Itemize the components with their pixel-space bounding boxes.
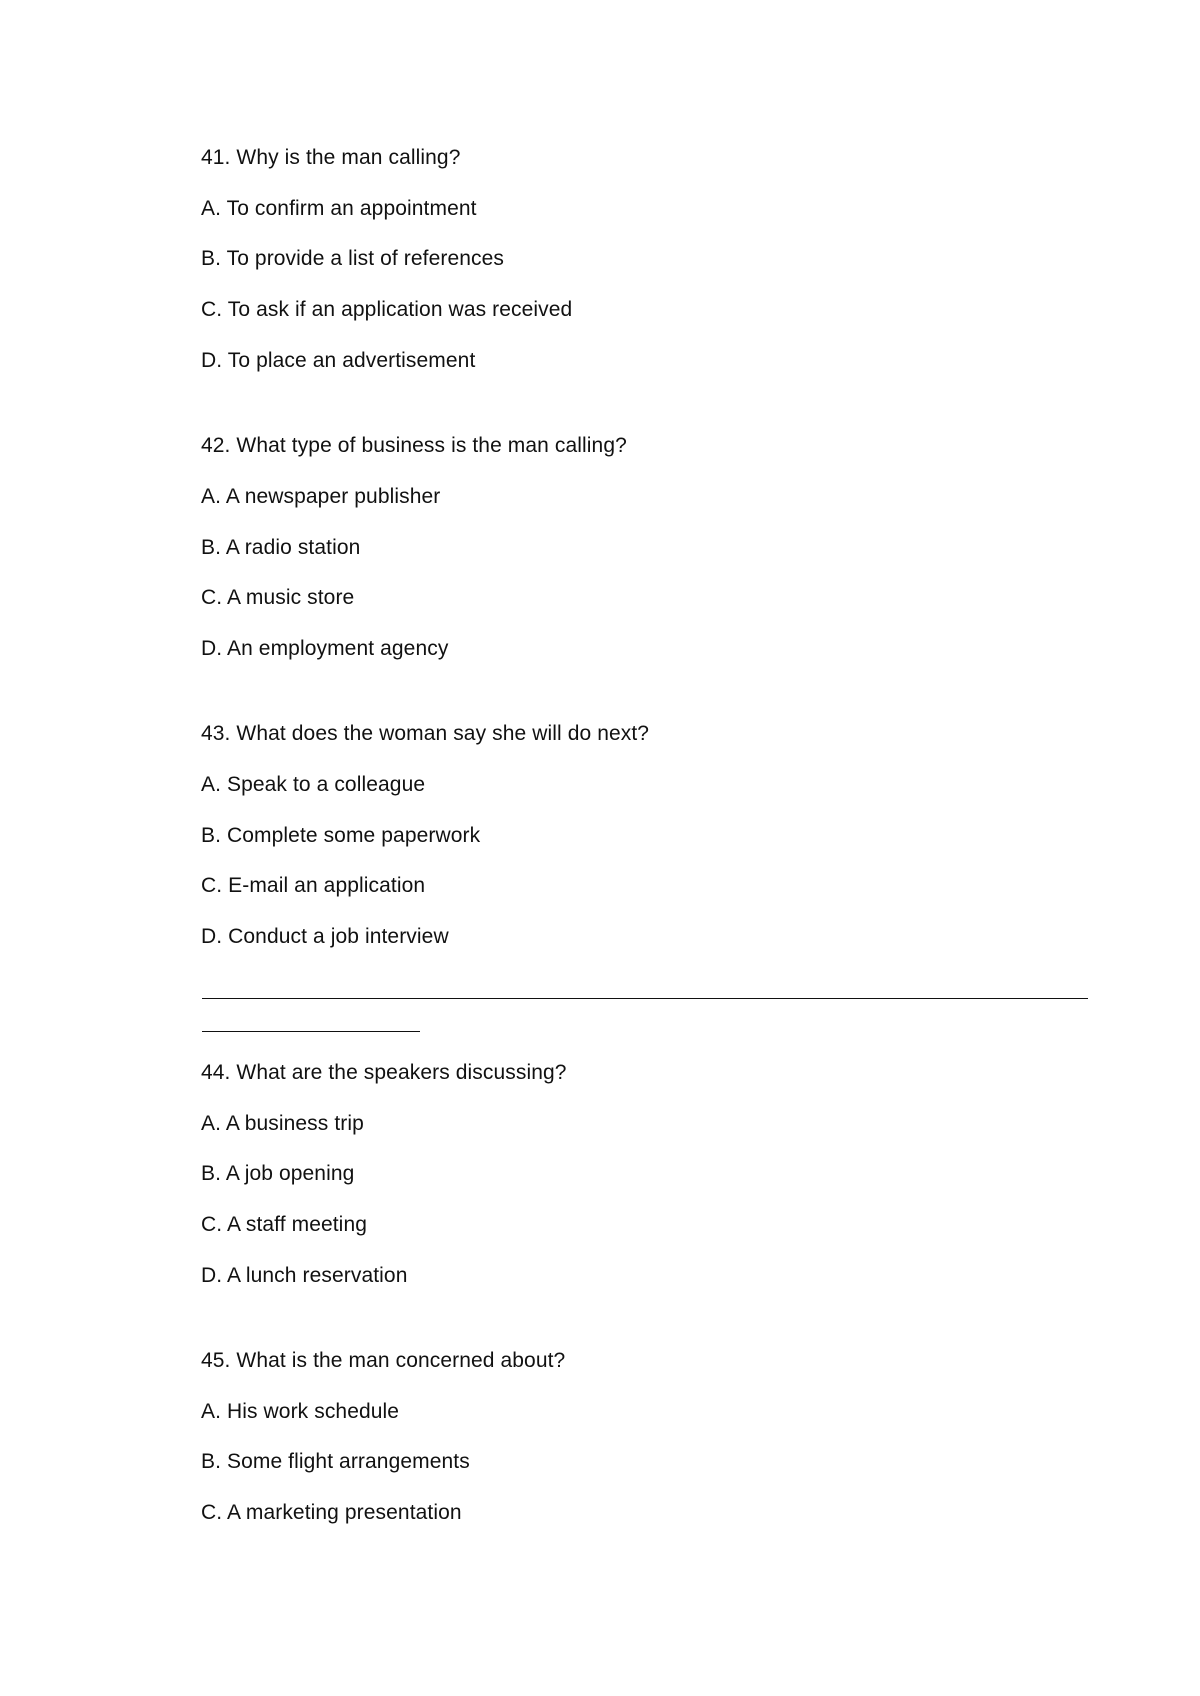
question-43-option-a: A. Speak to a colleague xyxy=(201,773,426,796)
question-45-option-a: A. His work schedule xyxy=(201,1400,400,1423)
section-divider-short-line xyxy=(202,1031,420,1032)
question-43-option-c: C. E-mail an application xyxy=(201,874,426,897)
question-41-option-c: C. To ask if an application was received xyxy=(201,298,573,321)
question-42-option-c: C. A music store xyxy=(201,586,355,609)
question-43: 43. What does the woman say she will do next? xyxy=(201,722,650,745)
question-45-option-b: B. Some flight arrangements xyxy=(201,1450,470,1473)
question-42-option-b: B. A radio station xyxy=(201,536,361,559)
question-44-option-d: D. A lunch reservation xyxy=(201,1264,408,1287)
question-43-option-b: B. Complete some paperwork xyxy=(201,824,481,847)
question-42-option-a: A. A newspaper publisher xyxy=(201,485,441,508)
question-44: 44. What are the speakers discussing? xyxy=(201,1061,567,1084)
question-42: 42. What type of business is the man calling? xyxy=(201,434,627,457)
question-44-option-a: A. A business trip xyxy=(201,1112,364,1135)
question-42-option-d: D. An employment agency xyxy=(201,637,449,660)
question-45: 45. What is the man concerned about? xyxy=(201,1349,566,1372)
question-41-option-b: B. To provide a list of references xyxy=(201,247,504,270)
question-41: 41. Why is the man calling? xyxy=(201,146,461,169)
question-43-option-d: D. Conduct a job interview xyxy=(201,925,449,948)
question-41-option-d: D. To place an advertisement xyxy=(201,349,476,372)
question-41-option-a: A. To confirm an appointment xyxy=(201,197,477,220)
section-divider-line xyxy=(202,998,1088,999)
question-44-option-b: B. A job opening xyxy=(201,1162,355,1185)
question-44-option-c: C. A staff meeting xyxy=(201,1213,368,1236)
question-45-option-c: C. A marketing presentation xyxy=(201,1501,462,1524)
